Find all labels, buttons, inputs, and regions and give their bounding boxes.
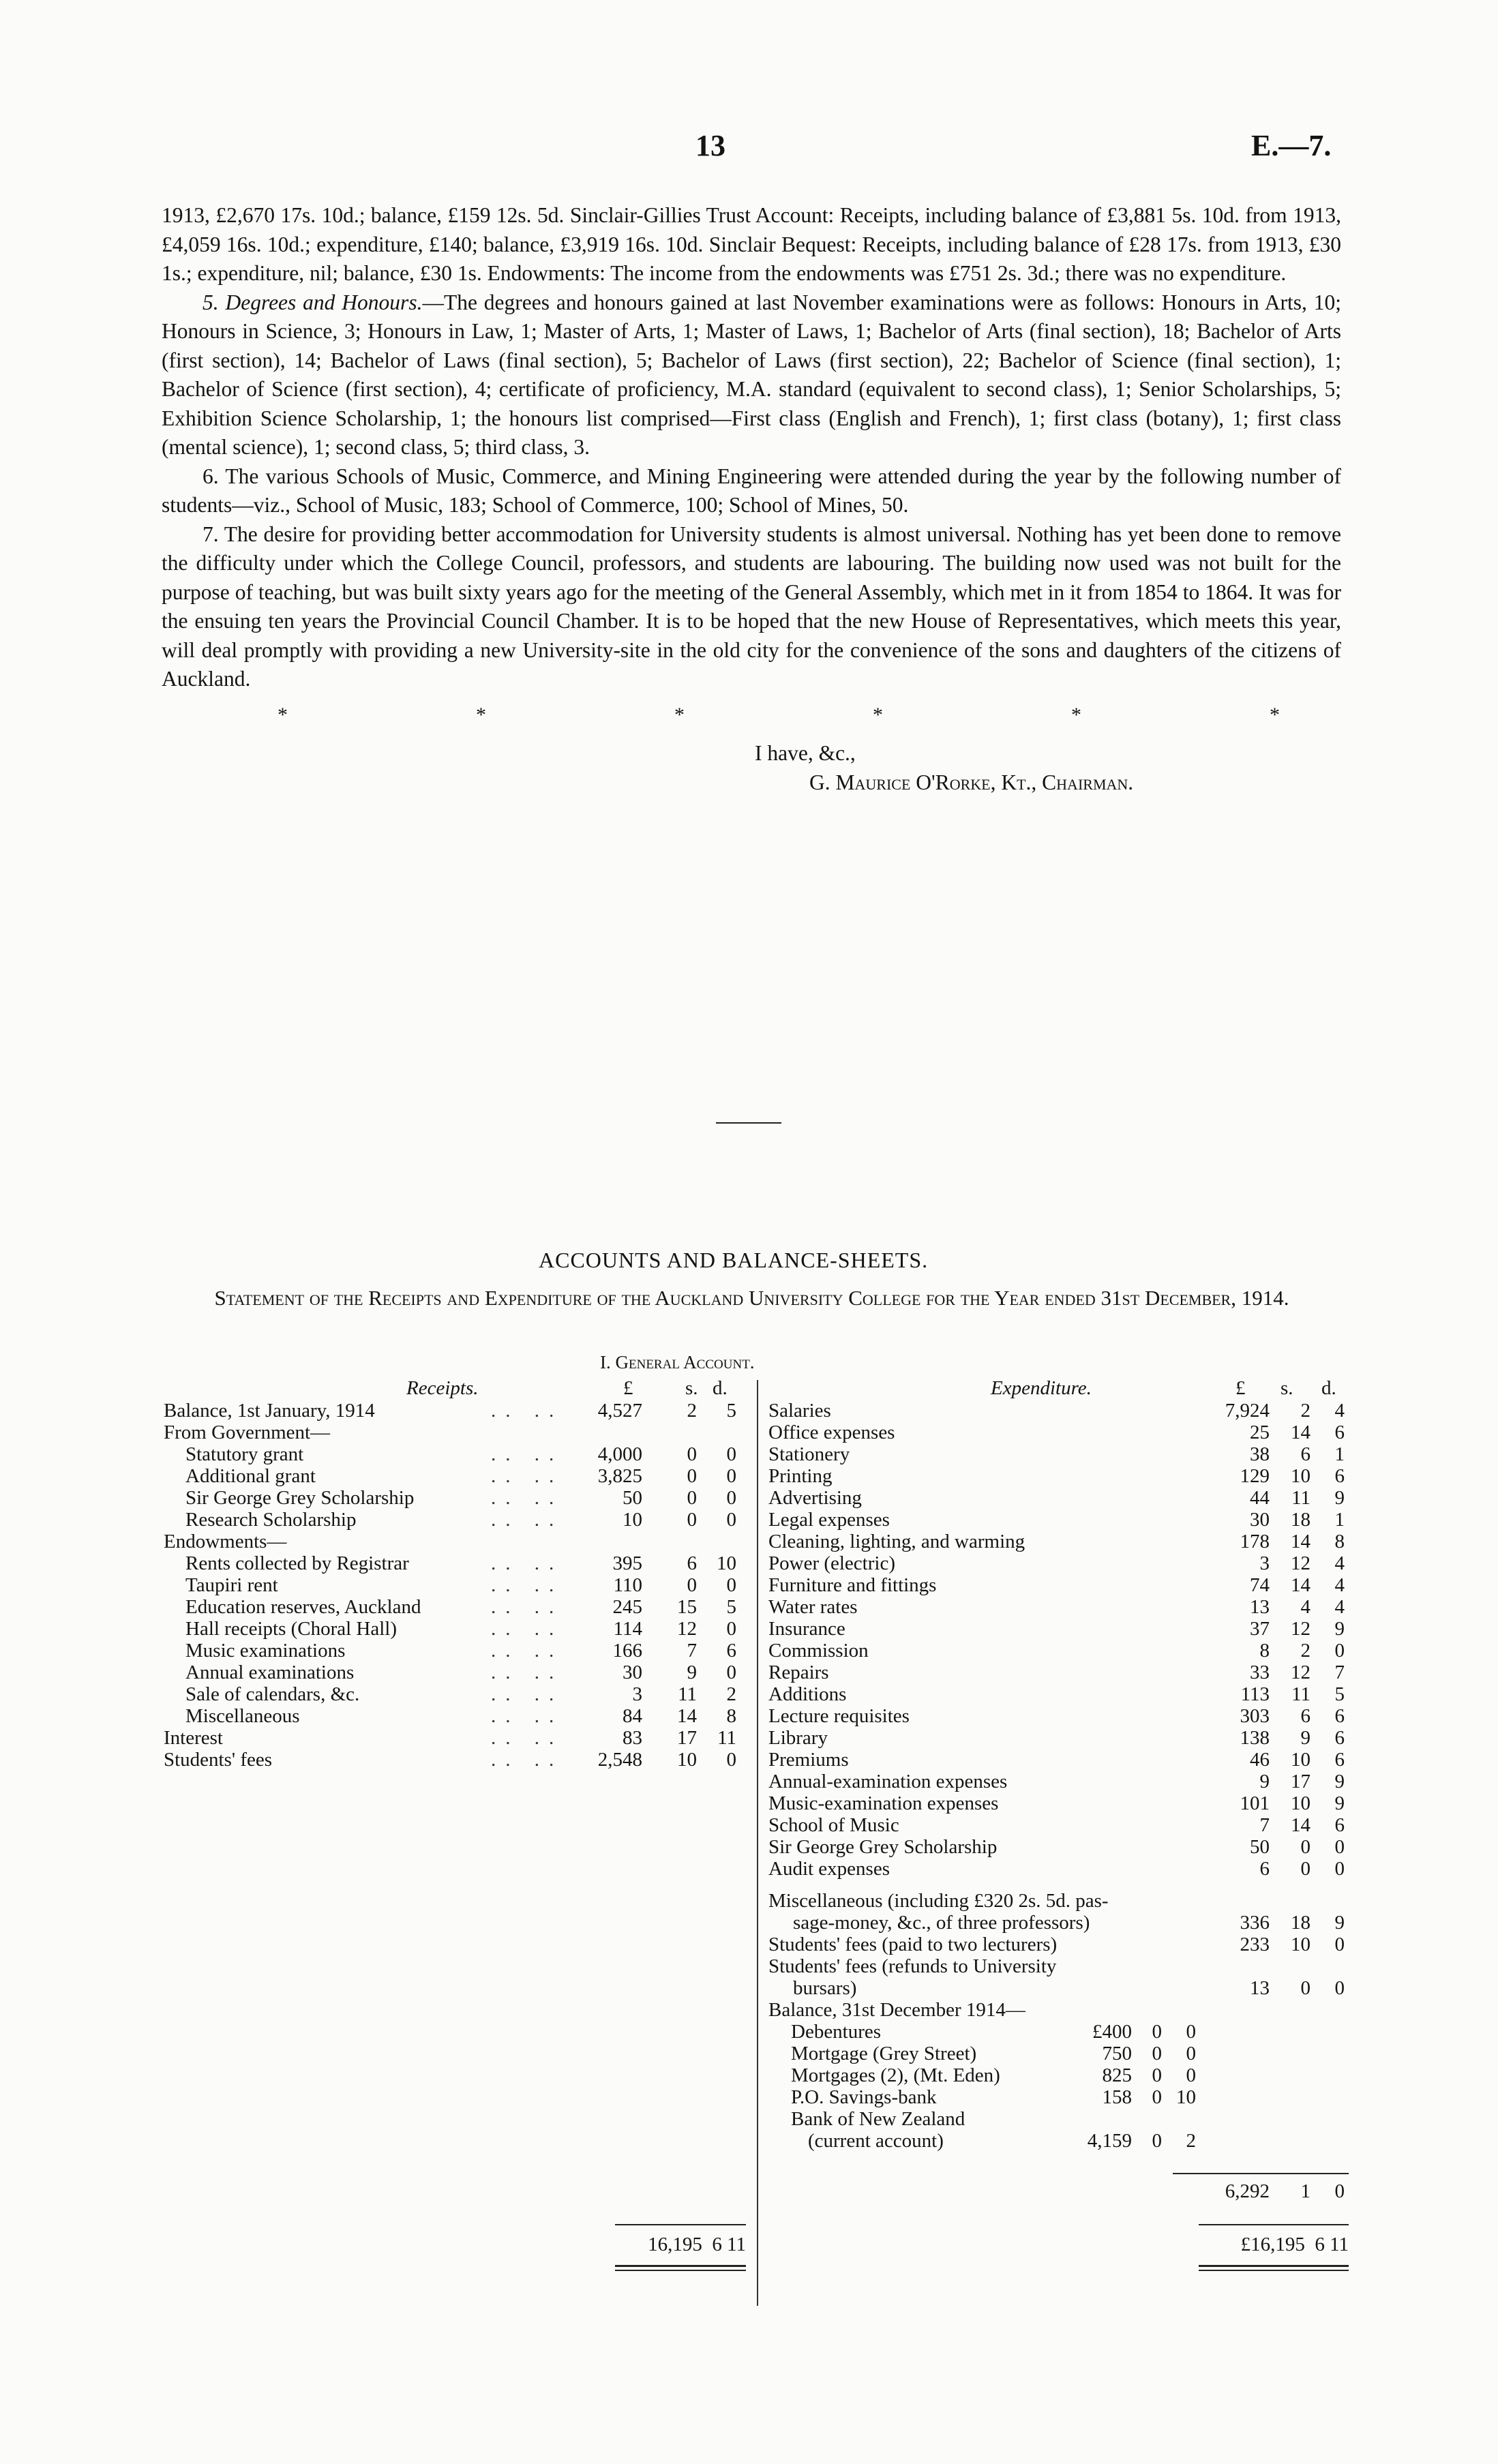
- expenditure-label: Cleaning, lighting, and warming: [768, 1531, 1025, 1552]
- expenditure-pounds: 7: [1259, 1814, 1270, 1836]
- col-head-pence: d.: [1321, 1377, 1336, 1399]
- expenditure-pounds: 38: [1250, 1443, 1270, 1465]
- balance-item-label: Mortgages (2), (Mt. Eden): [791, 2064, 1000, 2086]
- expenditure-pence: 4: [1334, 1574, 1345, 1596]
- receipt-pounds: 4,000: [597, 1443, 642, 1465]
- expenditure-label: Insurance: [768, 1618, 845, 1640]
- balance-item-pounds: 750: [1102, 2043, 1132, 2064]
- degrees-heading: 5. Degrees and Honours.: [203, 290, 423, 314]
- expenditure-shillings: 2: [1300, 1640, 1310, 1662]
- leader-dots: .. ..: [491, 1618, 564, 1640]
- expenditure-heading: Expenditure.: [991, 1377, 1092, 1399]
- statement-title: Statement of the Receipts and Expenditure of the Auckland University College for the Year ended 31st December, 1914.: [214, 1286, 1289, 1310]
- fees-refund-label-line2: bursars): [793, 1977, 857, 1999]
- expenditure-pounds: 138: [1240, 1727, 1270, 1749]
- expenditure-pounds: 74: [1250, 1574, 1270, 1596]
- receipt-pence: 6: [726, 1640, 736, 1662]
- expenditure-pounds: 46: [1250, 1749, 1270, 1771]
- leader-dots: .. ..: [491, 1552, 564, 1574]
- expenditure-shillings: 14: [1291, 1814, 1310, 1836]
- expenditure-pence: 9: [1334, 1792, 1345, 1814]
- expenditure-label: Lecture requisites: [768, 1705, 910, 1727]
- receipts-heading: Receipts.: [406, 1377, 479, 1399]
- balance-item-pence: 0: [1186, 2021, 1196, 2043]
- asterisk: *: [674, 703, 685, 726]
- expenditure-pence: 7: [1334, 1662, 1345, 1683]
- expenditure-label: Salaries: [768, 1400, 831, 1422]
- expenditure-label: Power (electric): [768, 1552, 895, 1574]
- balance-item-pence: 0: [1186, 2064, 1196, 2086]
- receipt-pence: 0: [726, 1618, 736, 1640]
- receipt-shillings: 2: [687, 1400, 697, 1422]
- leader-dots: .. ..: [491, 1705, 564, 1727]
- expenditure-pounds: 101: [1240, 1792, 1270, 1814]
- expenditure-pounds: 7,924: [1225, 1400, 1270, 1422]
- expenditure-pounds: 9: [1259, 1771, 1270, 1792]
- asterisk: *: [873, 703, 883, 726]
- expenditure-pence: 5: [1334, 1683, 1345, 1705]
- expenditure-label: School of Music: [768, 1814, 899, 1836]
- misc-pence: 9: [1334, 1912, 1345, 1934]
- receipt-label: Interest: [164, 1727, 223, 1749]
- expenditure-shillings: 14: [1291, 1531, 1310, 1552]
- expenditure-pounds: 25: [1250, 1422, 1270, 1443]
- receipt-shillings: 0: [687, 1443, 697, 1465]
- expenditure-pence: 8: [1334, 1531, 1345, 1552]
- expenditure-pence: 4: [1334, 1596, 1345, 1618]
- receipt-label: Hall receipts (Choral Hall): [185, 1618, 398, 1640]
- balance-item-pounds: £400: [1092, 2021, 1132, 2043]
- misc-pounds: 336: [1240, 1912, 1270, 1934]
- receipts-total-rule: [615, 2224, 746, 2225]
- expenditure-pence: 0: [1334, 1836, 1345, 1858]
- receipt-shillings: 11: [678, 1683, 697, 1705]
- receipt-pounds: 114: [613, 1618, 642, 1640]
- receipt-pounds: 3,825: [597, 1465, 642, 1487]
- asterisk: *: [476, 703, 486, 726]
- balance-item-shillings: 0: [1152, 2043, 1162, 2064]
- expenditure-pence: 6: [1334, 1465, 1345, 1487]
- expenditure-label: Repairs: [768, 1662, 829, 1683]
- expenditure-label: Water rates: [768, 1596, 858, 1618]
- expenditure-pence: 9: [1334, 1771, 1345, 1792]
- balance-item-label: (current account): [808, 2130, 944, 2152]
- receipt-shillings: 9: [687, 1662, 697, 1683]
- receipts-total: 16,195 6 11: [648, 2234, 746, 2255]
- balance-label: Balance, 31st December 1914—: [768, 1999, 1025, 2021]
- expenditure-pence: 4: [1334, 1552, 1345, 1574]
- receipt-pounds: 50: [623, 1487, 642, 1509]
- balance-item-label: Mortgage (Grey Street): [791, 2043, 977, 2064]
- leader-dots: .. ..: [491, 1487, 564, 1509]
- receipt-pounds: 3: [632, 1683, 642, 1705]
- asterisk: *: [278, 703, 288, 726]
- col-head-pounds: £: [623, 1377, 633, 1399]
- receipt-shillings: 10: [677, 1749, 697, 1771]
- expenditure-pence: 1: [1334, 1443, 1345, 1465]
- receipt-pounds: 83: [623, 1727, 642, 1749]
- leader-dots: .. ..: [491, 1640, 564, 1662]
- expenditure-shillings: 0: [1300, 1858, 1310, 1880]
- receipt-shillings: 0: [687, 1465, 697, 1487]
- fees-paid-label: Students' fees (paid to two lecturers): [768, 1934, 1058, 1955]
- expenditure-label: Annual-examination expenses: [768, 1771, 1008, 1792]
- fees-paid-shillings: 10: [1291, 1934, 1310, 1955]
- balance-item-pence: 2: [1186, 2130, 1196, 2152]
- receipt-label: Miscellaneous: [185, 1705, 300, 1727]
- expenditure-label: Stationery: [768, 1443, 850, 1465]
- expenditure-double-rule: [1199, 2270, 1349, 2271]
- expenditure-shillings: 12: [1291, 1662, 1310, 1683]
- expenditure-label: Sir George Grey Scholarship: [768, 1836, 998, 1858]
- report-code: E.—7.: [1251, 129, 1332, 162]
- receipt-label: Sir George Grey Scholarship: [185, 1487, 415, 1509]
- degrees-text: —The degrees and honours gained at last November examinations were as follows: Honours in Arts, 10; Honours in Science, 3; Honours in Law, 1; Master of Arts, 1; Master of Laws, 1; Bachelor of Arts (final section), 18; Bachelor of Arts (first section), 14; Bachelor of Laws (final section), 5; Bachelor of Laws (first section), 22; Bachelor of Science (final section), 1; Bachelor of Science (first section), 4; certificate of proficiency, M.A. standard (equivalent to second class), 1; Senior Scholarships, 5; Exhibition Science Scholarship, 1; the honours list comprised—First class (English and French), 1; first class (botany), 1; first class (mental science), 1; second class, 5; third class, 3.: [162, 290, 1341, 459]
- leader-dots: .. ..: [491, 1596, 564, 1618]
- misc-shillings: 18: [1291, 1912, 1310, 1934]
- receipt-label: Additional grant: [185, 1465, 316, 1487]
- receipt-label: Balance, 1st January, 1914: [164, 1400, 375, 1422]
- receipt-shillings: 0: [687, 1509, 697, 1531]
- fees-refund-pounds: 13: [1250, 1977, 1270, 1999]
- expenditure-shillings: 14: [1291, 1422, 1310, 1443]
- expenditure-pounds: 303: [1240, 1705, 1270, 1727]
- expenditure-shillings: 6: [1300, 1443, 1310, 1465]
- expenditure-shillings: 11: [1291, 1487, 1310, 1509]
- receipt-pence: 5: [726, 1596, 736, 1618]
- expenditure-pounds: 129: [1240, 1465, 1270, 1487]
- balance-item-shillings: 0: [1152, 2021, 1162, 2043]
- expenditure-pence: 6: [1334, 1705, 1345, 1727]
- expenditure-shillings: 12: [1291, 1552, 1310, 1574]
- leader-dots: .. ..: [491, 1683, 564, 1705]
- closing-line: I have, &c.,: [755, 741, 856, 765]
- receipt-pence: 0: [726, 1509, 736, 1531]
- asterisk: *: [1071, 703, 1081, 726]
- receipt-pounds: 84: [623, 1705, 642, 1727]
- receipt-label: From Government—: [164, 1422, 331, 1443]
- misc-label-line2: sage-money, &c., of three professors): [793, 1912, 1090, 1934]
- fees-refund-label-line1: Students' fees (refunds to University: [768, 1955, 1057, 1977]
- balance-item-shillings: 0: [1152, 2130, 1162, 2152]
- balance-item-shillings: 0: [1152, 2064, 1162, 2086]
- asterisk: *: [1270, 703, 1280, 726]
- receipt-shillings: 0: [687, 1574, 697, 1596]
- expenditure-shillings: 6: [1300, 1705, 1310, 1727]
- receipt-pounds: 4,527: [597, 1400, 642, 1422]
- expenditure-label: Furniture and fittings: [768, 1574, 937, 1596]
- expenditure-label: Office expenses: [768, 1422, 895, 1443]
- leader-dots: .. ..: [491, 1443, 564, 1465]
- trust-accounts-paragraph: 1913, £2,670 17s. 10d.; balance, £159 12s. 5d. Sinclair-Gillies Trust Account: Receipts, including balance of £3,881 5s. 10d. from 1913, £4,059 16s. 10d.; expenditure, £140; balance, £3,919 16s. 10d. Sinclair Bequest: Receipts, including balance of £28 17s. from 1913, £30 1s.; expenditure, nil; balance, £30 1s. Endowments: The income from the endowments was £751 2s. 3d.; there was no expenditure.: [162, 203, 1341, 285]
- expenditure-pounds: 3: [1259, 1552, 1270, 1574]
- receipt-label: Research Scholarship: [185, 1509, 357, 1531]
- expenditure-shillings: 9: [1300, 1727, 1310, 1749]
- expenditure-pence: 9: [1334, 1487, 1345, 1509]
- receipt-pounds: 395: [612, 1552, 642, 1574]
- receipt-label: Taupiri rent: [185, 1574, 278, 1596]
- balance-item-shillings: 0: [1152, 2086, 1162, 2108]
- expenditure-shillings: 2: [1300, 1400, 1310, 1422]
- expenditure-shillings: 0: [1300, 1836, 1310, 1858]
- balance-total-pounds: 6,292: [1225, 2180, 1270, 2202]
- receipt-pence: 0: [726, 1749, 736, 1771]
- balance-item-pounds: 4,159: [1087, 2130, 1132, 2152]
- expenditure-pounds: 178: [1240, 1531, 1270, 1552]
- balance-item-pounds: 158: [1102, 2086, 1132, 2108]
- receipt-label: Endowments—: [164, 1531, 287, 1552]
- col-head-shillings: s.: [1280, 1377, 1293, 1399]
- receipt-pence: 5: [726, 1400, 736, 1422]
- schools-paragraph: 6. The various Schools of Music, Commerce, and Mining Engineering were attended during the year by the following number of students—viz., School of Music, 183; School of Commerce, 100; School of Mines, 50.: [162, 464, 1341, 517]
- expenditure-pence: 9: [1334, 1618, 1345, 1640]
- misc-label-line1: Miscellaneous (including £320 2s. 5d. pas-: [768, 1890, 1109, 1912]
- receipt-label: Education reserves, Auckland: [185, 1596, 421, 1618]
- page-number: 13: [695, 129, 725, 162]
- fees-paid-pounds: 233: [1240, 1934, 1270, 1955]
- expenditure-pounds: 50: [1250, 1836, 1270, 1858]
- receipt-shillings: 7: [687, 1640, 697, 1662]
- leader-dots: .. ..: [491, 1509, 564, 1531]
- expenditure-pounds: 30: [1250, 1509, 1270, 1531]
- col-head-pounds: £: [1235, 1377, 1246, 1399]
- balance-item-label: P.O. Savings-bank: [791, 2086, 937, 2108]
- expenditure-pence: 6: [1334, 1727, 1345, 1749]
- expenditure-label: Advertising: [768, 1487, 862, 1509]
- expenditure-pence: 4: [1334, 1400, 1345, 1422]
- fees-paid-pence: 0: [1334, 1934, 1345, 1955]
- expenditure-pounds: 37: [1250, 1618, 1270, 1640]
- leader-dots: .. ..: [491, 1574, 564, 1596]
- col-head-pence: d.: [713, 1377, 728, 1399]
- expenditure-pounds: 33: [1250, 1662, 1270, 1683]
- expenditure-pence: 6: [1334, 1749, 1345, 1771]
- receipt-shillings: 17: [677, 1727, 697, 1749]
- receipt-label: Sale of calendars, &c.: [185, 1683, 360, 1705]
- column-divider: [757, 1380, 758, 2306]
- expenditure-label: Audit expenses: [768, 1858, 890, 1880]
- leader-dots: .. ..: [491, 1727, 564, 1749]
- receipt-label: Annual examinations: [185, 1662, 355, 1683]
- balance-item-pence: 10: [1176, 2086, 1196, 2108]
- expenditure-pence: 1: [1334, 1509, 1345, 1531]
- expenditure-label: Premiums: [768, 1749, 849, 1771]
- expenditure-shillings: 17: [1291, 1771, 1310, 1792]
- receipt-pence: 2: [726, 1683, 736, 1705]
- receipt-label: Rents collected by Registrar: [185, 1552, 409, 1574]
- balance-item-label: Debentures: [791, 2021, 882, 2043]
- expenditure-shillings: 10: [1291, 1749, 1310, 1771]
- expenditure-shillings: 14: [1291, 1574, 1310, 1596]
- receipt-label: Music examinations: [185, 1640, 346, 1662]
- accommodation-paragraph: 7. The desire for providing better accommodation for University students is almost universal. Nothing has yet been done to remove the difficulty under which the College Council, professors, and students are labouring. The building now used was not built for the purpose of teaching, but was built sixty years ago for the meeting of the General Assembly, which met in it from 1854 to 1864. It was for the ensuing ten years the Provincial Council Chamber. It is to be hoped that the new House of Representatives, which meets this year, will deal promptly with providing a new University-site in the old city for the convenience of the sons and daughters of the citizens of Auckland.: [162, 522, 1341, 691]
- fees-refund-shillings: 0: [1300, 1977, 1310, 1999]
- receipt-shillings: 14: [677, 1705, 697, 1727]
- expenditure-pence: 0: [1334, 1858, 1345, 1880]
- expenditure-pounds: 13: [1250, 1596, 1270, 1618]
- subtotal-rule: [1173, 2173, 1349, 2174]
- expenditure-shillings: 18: [1291, 1509, 1310, 1531]
- receipt-pounds: 110: [613, 1574, 642, 1596]
- expenditure-label: Printing: [768, 1465, 833, 1487]
- expenditure-pounds: 113: [1240, 1683, 1270, 1705]
- expenditure-shillings: 11: [1291, 1683, 1310, 1705]
- col-head-shillings: s.: [685, 1377, 698, 1399]
- leader-dots: .. ..: [491, 1400, 564, 1422]
- balance-item-pounds: 825: [1102, 2064, 1132, 2086]
- receipt-pence: 11: [717, 1727, 736, 1749]
- expenditure-total-rule: [1199, 2224, 1349, 2225]
- expenditure-pounds: 6: [1259, 1858, 1270, 1880]
- receipt-pence: 0: [726, 1443, 736, 1465]
- leader-dots: .. ..: [491, 1662, 564, 1683]
- receipt-pence: 0: [726, 1487, 736, 1509]
- receipt-pounds: 2,548: [597, 1749, 642, 1771]
- expenditure-pence: 6: [1334, 1422, 1345, 1443]
- receipt-pence: 8: [726, 1705, 736, 1727]
- expenditure-label: Music-examination expenses: [768, 1792, 999, 1814]
- receipt-pence: 0: [726, 1662, 736, 1683]
- receipt-pence: 0: [726, 1574, 736, 1596]
- expenditure-pounds: 44: [1250, 1487, 1270, 1509]
- expenditure-label: Legal expenses: [768, 1509, 890, 1531]
- receipt-shillings: 0: [687, 1487, 697, 1509]
- receipts-double-rule: [615, 2265, 746, 2267]
- receipt-label: Students' fees: [164, 1749, 273, 1771]
- expenditure-shillings: 10: [1291, 1792, 1310, 1814]
- receipts-double-rule: [615, 2270, 746, 2271]
- receipt-pounds: 245: [612, 1596, 642, 1618]
- expenditure-pence: 6: [1334, 1814, 1345, 1836]
- expenditure-shillings: 10: [1291, 1465, 1310, 1487]
- expenditure-shillings: 12: [1291, 1618, 1310, 1640]
- fees-refund-pence: 0: [1334, 1977, 1345, 1999]
- expenditure-label: Additions: [768, 1683, 847, 1705]
- balance-item-pence: 0: [1186, 2043, 1196, 2064]
- receipt-pounds: 10: [623, 1509, 642, 1531]
- expenditure-total: £16,195 6 11: [1240, 2234, 1349, 2255]
- receipt-shillings: 12: [677, 1618, 697, 1640]
- expenditure-label: Library: [768, 1727, 828, 1749]
- receipt-pounds: 30: [623, 1662, 642, 1683]
- expenditure-pence: 0: [1334, 1640, 1345, 1662]
- expenditure-shillings: 4: [1300, 1596, 1310, 1618]
- expenditure-label: Commission: [768, 1640, 869, 1662]
- receipt-pence: 10: [717, 1552, 736, 1574]
- expenditure-pounds: 8: [1259, 1640, 1270, 1662]
- general-account-heading: I. General Account.: [600, 1352, 755, 1372]
- accounts-heading: ACCOUNTS AND BALANCE-SHEETS.: [539, 1248, 929, 1272]
- balance-total-shillings: 1: [1300, 2180, 1310, 2202]
- balance-item-label: Bank of New Zealand: [791, 2108, 965, 2130]
- balance-total-pence: 0: [1334, 2180, 1345, 2202]
- leader-dots: .. ..: [491, 1749, 564, 1771]
- receipt-shillings: 15: [677, 1596, 697, 1618]
- expenditure-double-rule: [1199, 2265, 1349, 2267]
- signature: G. Maurice O'Rorke, Kt., Chairman.: [809, 770, 1134, 794]
- receipt-pounds: 166: [612, 1640, 642, 1662]
- leader-dots: .. ..: [491, 1465, 564, 1487]
- receipt-pence: 0: [726, 1465, 736, 1487]
- receipt-label: Statutory grant: [185, 1443, 304, 1465]
- receipt-shillings: 6: [687, 1552, 697, 1574]
